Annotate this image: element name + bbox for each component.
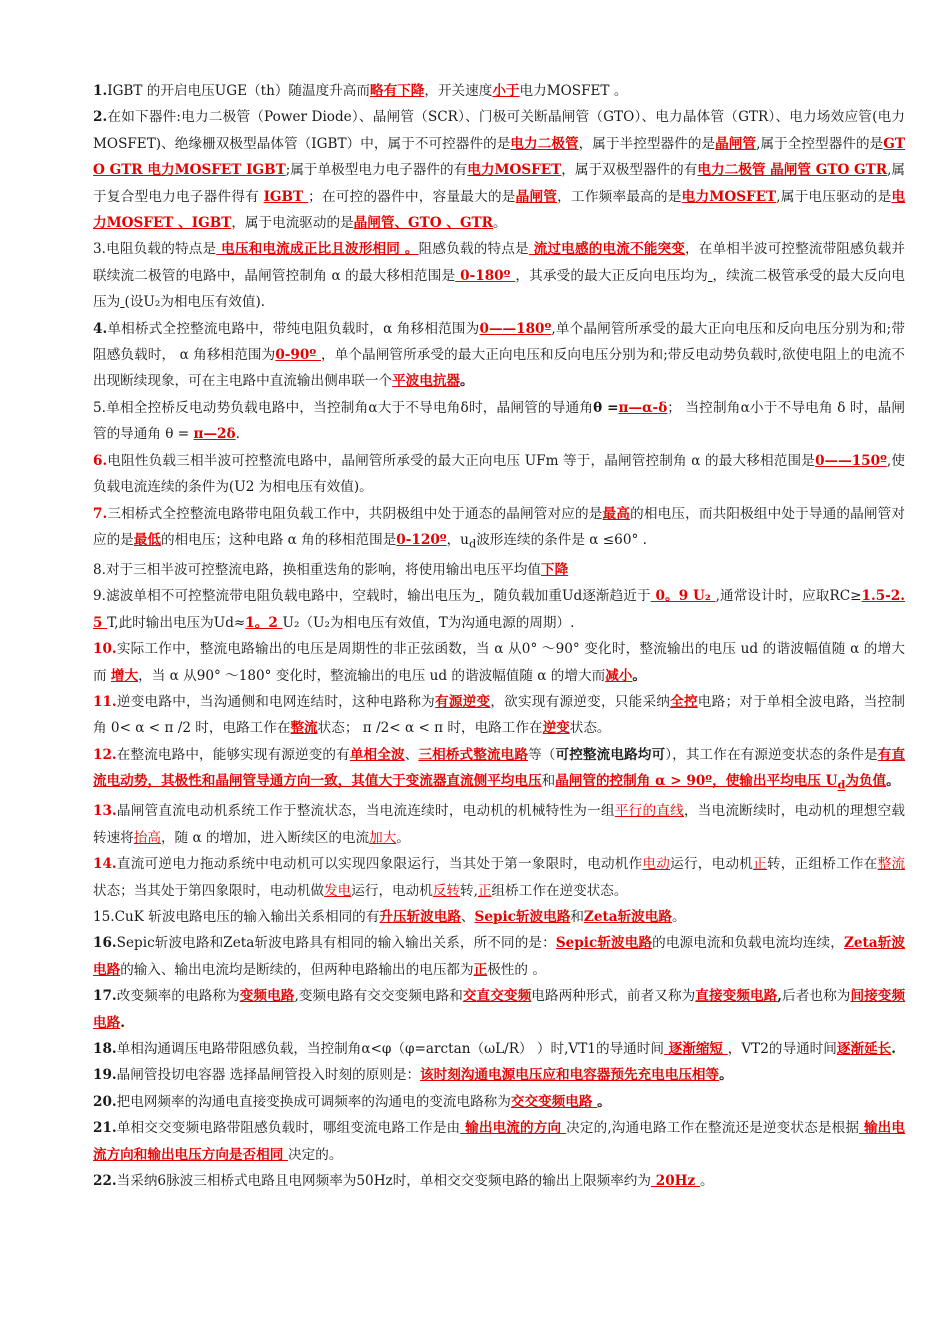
question-text: 对于三相半波可控整流电路，换相重迭角的影响，将使用输出电压平均值: [105, 562, 541, 579]
answer-text: 电力MOSFET 、IGBT: [93, 188, 906, 232]
question-text: 单相全控桥反电动势负载电路中，当控制角α大于不导电角δ时，晶闸管的导通角: [105, 399, 594, 416]
question-text: 实际工作中，整流电路输出的电压是周期性的非正弦函数，当 α 从0° ～90° 变化时，整流输出的电压 ud 的谐波幅值随 α 的增大而: [93, 641, 905, 684]
question-number: 22.: [93, 1173, 117, 1190]
answer-text: 有源逆变: [435, 694, 491, 711]
answer-text: 交交变频电路: [510, 1093, 598, 1110]
question-number: 13.: [93, 803, 117, 820]
question-text: ，在单相半波可控整流带阻感负载并联续流二极管的电路中，晶闸管控制角 α 的最大移相范围是: [93, 241, 906, 284]
answer-text: 全控: [670, 694, 698, 711]
answer-text: 最高: [602, 505, 631, 522]
question-number: 6.: [93, 452, 108, 469]
answer-text: 加大: [369, 829, 397, 846]
answer-text: 该时刻沟通电源电压应和电容器预先充电电压相等: [420, 1067, 720, 1084]
question-1: [93, 78, 905, 104]
answer-text: 逐渐缩短: [663, 1041, 728, 1058]
question-8: [93, 557, 905, 583]
answer-text: 电力MOSFET: [681, 188, 777, 205]
answer-text: 增大: [110, 667, 139, 684]
answer-text: 晶闸管的控制角 α > 90º，使输出平均电压 U: [555, 773, 838, 790]
answer-text: 减小: [605, 667, 633, 684]
answer-text: 输出电流方向和输出电压方向是否相同: [93, 1120, 906, 1163]
question-text: 的输入、输出电流均是断续的，但两种电路输出的电压都为: [120, 961, 474, 978]
answer-text: 小于: [492, 83, 520, 99]
question-text: ，开关速度: [424, 83, 493, 99]
question-3: [93, 236, 905, 315]
question-11: [93, 689, 905, 742]
answer-text: 略有下降: [369, 83, 425, 99]
answer-text: 升压斩波电路: [379, 909, 461, 926]
answer-text: Sepic斩波电路: [555, 935, 653, 952]
answer-text: 20Hz: [651, 1173, 700, 1190]
question-text: ，随 α 的增加，进入断续区的电流: [160, 829, 370, 846]
question-number: 8.: [93, 562, 106, 579]
answer-text: d: [837, 778, 846, 792]
answer-text: 单相全波: [349, 746, 405, 763]
question-number: 2.: [93, 109, 108, 126]
question-number: 16.: [93, 935, 117, 952]
question-text: 。: [719, 1067, 733, 1084]
answer-text: Sepic斩波电路: [474, 909, 571, 926]
question-text: 电路；对于单相全波电路，当控制角 0< α < π /2 时，电路工作在: [93, 694, 906, 737]
answer-text: 整流: [290, 720, 318, 737]
question-text: ,使负载电流连续的条件为(U2 为相电压有效值)。: [93, 452, 905, 496]
question-text: 。: [492, 215, 507, 232]
answer-text: 平波电抗器: [392, 373, 461, 390]
answer-text: 逆变: [542, 720, 570, 737]
question-number: 14.: [93, 856, 117, 873]
question-text: 的相电压，而共阳极组中处于导通的晶闸管对应的是: [93, 505, 906, 548]
question-text: 状态。: [569, 720, 611, 737]
question-list: [93, 78, 905, 1195]
answer-text: 抬高: [133, 829, 161, 846]
answer-text: 0——180º: [479, 320, 552, 337]
answer-text: IGBT: [263, 188, 309, 205]
question-text: 状态；当其处于第四象限时，电动机做: [93, 882, 325, 899]
answer-text: 为负值: [845, 773, 887, 790]
question-text: ;属于单极型电力电子器件的有: [285, 162, 468, 179]
answer-text: 正: [753, 856, 767, 873]
question-text: ；在可控的器件中，容量最大的是: [308, 188, 516, 205]
question-text: .: [235, 426, 240, 443]
question-number: 21.: [93, 1120, 117, 1137]
question-22: [93, 1168, 905, 1194]
question-text: 改变频率的电路称为: [116, 988, 240, 1005]
question-text: 在如下器件:电力二极管（Power Diode）、晶闸管（SCR）、门极可关断晶闸管（GTO）、电力晶体管（GTR）、电力场效应管(电力MOSFET)、绝缘栅双极型晶体管（IGBT）中，属于不可控器件的是: [93, 109, 905, 152]
question-17: [93, 983, 905, 1036]
answer-text: 1。2: [245, 614, 283, 631]
answer-text: 0-90º: [275, 347, 321, 364]
answer-text: 逐渐延长: [836, 1041, 892, 1058]
answer-text: 0。9 U₂: [650, 588, 716, 605]
answer-text: 1.5-2.5: [93, 588, 905, 631]
question-text: 。: [886, 773, 900, 790]
question-number: 5.: [93, 399, 106, 416]
question-15: [93, 904, 905, 930]
answer-text: 正: [473, 961, 488, 978]
question-number: 4.: [93, 320, 108, 337]
question-text: 运行，电动机: [670, 856, 754, 873]
answer-text: 变频电路: [239, 988, 295, 1005]
question-text: ，其承受的最大正反向电压均为: [515, 267, 708, 284]
question-number: 7.: [93, 505, 108, 522]
question-text: 。: [396, 829, 410, 846]
answer-text: 正: [477, 882, 492, 899]
answer-text: 0——150º: [815, 452, 887, 469]
question-text: 、: [404, 746, 419, 763]
question-number: 17.: [93, 988, 117, 1005]
answer-text: 晶闸管: [715, 135, 757, 152]
answer-text: 0-180º: [455, 267, 516, 284]
question-text: 的电源电流和负载电流均连续，: [652, 935, 844, 952]
answer-text: Zeta斩波电路: [93, 935, 906, 978]
question-text: 三相桥式全控整流电路带电阻负载工作中，共阴极组中处于通态的晶闸管对应的是: [107, 505, 603, 522]
question-number: 19.: [93, 1067, 117, 1084]
answer-text: 有直流电动势，其极性和晶闸管导通方向一致，其值大于变流器直流侧平均电压: [93, 746, 906, 790]
question-14: [93, 851, 905, 904]
question-text: ），其工作在有源逆变状态的条件是: [665, 746, 878, 763]
answer-text: π—2δ: [193, 426, 236, 443]
question-text: ,: [777, 988, 783, 1005]
question-text: 可控整流电路均可: [555, 746, 666, 763]
question-text: ，当 α 从90° ～180° 变化时，整流输出的电压 ud 的谐波幅值随 α 的增大而: [138, 667, 606, 684]
question-text: Sepic斩波电路和Zeta斩波电路具有相同的输入输出关系，所不同的是：: [116, 935, 556, 952]
question-text: 电力MOSFET 。: [519, 83, 628, 99]
question-text: 晶闸管直流电动机系统工作于整流状态，当电流连续时，电动机的机械特性为一组: [116, 803, 615, 820]
question-text: .: [120, 1014, 125, 1031]
question-20: [93, 1089, 905, 1115]
question-text: ，工作频率最高的是: [557, 188, 682, 205]
question-text: ，随负载加重Ud逐渐趋近于: [479, 588, 651, 605]
question-text: U₂（U₂为相电压有效值，T为沟通电源的周期）.: [282, 614, 575, 631]
question-5: [93, 395, 905, 448]
question-text: 晶闸管投切电容器 选择晶闸管投入时刻的原则是：: [116, 1067, 421, 1084]
question-text: 极性的 。: [487, 961, 546, 978]
question-text: 当采纳6脉波三相桥式电路且电网频率为50Hz时，单相交交变频电路的输出上限频率约为: [116, 1173, 651, 1190]
question-16: [93, 930, 905, 983]
question-text: 把电网频率的沟通电直接变换成可调频率的沟通电的变流电路称为: [116, 1093, 511, 1110]
answer-text: 0-120º: [396, 531, 447, 548]
question-text: ，VT2的导通时间: [727, 1041, 837, 1058]
answer-text: Zeta斩波电路: [583, 909, 672, 926]
question-text: ，欲实现有源逆变，只能采纳: [490, 694, 671, 711]
question-text: ,通常设计时，应取RC≥: [715, 588, 862, 605]
question-text: 单相桥式全控整流电路中，带纯电阻负载时，α 角移相范围为: [107, 320, 480, 337]
answer-text: 电压和电流成正比且波形相同 。: [216, 241, 419, 258]
question-text: 。: [597, 1093, 611, 1110]
question-text: 电阻负载的特点是: [105, 241, 217, 258]
question-number: 12.: [93, 746, 117, 763]
answer-text: 整流: [877, 856, 906, 873]
question-text: 在整流电路中，能够实现有源逆变的有: [116, 746, 350, 763]
question-text: θ =: [593, 399, 619, 416]
question-text: 。: [699, 1173, 714, 1190]
question-text: 。: [632, 667, 646, 684]
answer-text: GTO GTR 电力MOSFET IGBT: [93, 135, 906, 179]
question-text: 运行，电动机: [351, 882, 433, 899]
question-text: 逆变电路中，当沟通侧和电网连结时，这种电路称为: [116, 694, 435, 711]
question-text: 状态； π /2< α < π 时，电路工作在: [317, 720, 543, 737]
answer-text: 最低: [133, 531, 161, 548]
question-4: [93, 316, 905, 395]
question-7: [93, 501, 905, 558]
question-text: 电阻性负载三相半波可控整流电路中，晶闸管所承受的最大正向电压 UFm 等于，晶闸管控制角 α 的最大移相范围是: [107, 452, 816, 469]
question-text: ，属于半控型器件的是: [578, 135, 716, 152]
question-text: ,单个晶闸管所承受的最大正向电压和反向电压分别为和;带阻感负载时， α 角移相范围为: [93, 320, 906, 364]
question-text: 决定的。: [288, 1146, 343, 1163]
question-number: 11.: [93, 694, 117, 711]
answer-text: 电动: [642, 856, 671, 873]
question-text: 单相交交变频电路带阻感负载时，哪组变流电路工作是由: [116, 1120, 461, 1137]
question-text: 。: [460, 373, 474, 390]
question-text: 阻感负载的特点是: [418, 241, 529, 258]
question-18: [93, 1036, 905, 1062]
question-number: 3.: [93, 241, 106, 258]
question-text: 转，正组桥工作在: [766, 856, 878, 873]
answer-text: π—α-δ: [618, 399, 668, 416]
question-text: d: [468, 536, 477, 551]
question-text: 、: [460, 909, 475, 926]
question-text: 。: [671, 909, 686, 926]
question-2: [93, 104, 905, 236]
question-text: 和: [541, 773, 556, 790]
question-text: 滤波单相不可控整流带电阻负载电路中，空载时，输出电压为: [105, 588, 476, 605]
question-text: ，属于双极型器件的有: [561, 162, 698, 179]
answer-text: 电力MOSFET: [467, 162, 562, 179]
answer-text: 平行的直线: [614, 803, 684, 820]
answer-text: 晶闸管: [515, 188, 558, 205]
answer-text: 电力二极管: [510, 135, 579, 152]
question-text: ,属于电压驱动的是: [776, 188, 892, 205]
answer-text: 下降: [540, 562, 569, 579]
question-text: ，续流二极管承受的最大反向电压为: [93, 267, 906, 311]
question-text: 等（: [528, 746, 556, 763]
question-12: [93, 742, 905, 799]
question-text: 和: [570, 909, 584, 926]
question-number: 9.: [93, 588, 106, 605]
question-text: ，属于电流驱动的是: [231, 215, 354, 232]
question-text: 的相电压；这种电路 α 角的移相范围是: [160, 531, 397, 548]
question-number: 18.: [93, 1041, 117, 1058]
question-text: ,变频电路有交交变频电路和: [294, 988, 463, 1005]
question-text: ，当电流断续时，电动机的理想空载转速将: [93, 803, 906, 846]
question-text: ,属于全控型器件的是: [756, 135, 884, 152]
question-text: 组桥工作在逆变状态。: [491, 882, 628, 899]
question-number: 15.: [93, 909, 115, 926]
question-text: 转,: [460, 882, 478, 899]
question-9: [93, 583, 905, 636]
question-text: 后者也称为: [782, 988, 851, 1005]
question-text: (设U₂为相电压有效值).: [124, 294, 266, 311]
question-6: [93, 448, 905, 501]
question-19: [93, 1062, 905, 1088]
question-text: T,此时输出电压为Ud≈: [107, 614, 246, 631]
answer-text: 交直交变频: [462, 988, 532, 1005]
question-21: [93, 1115, 905, 1168]
question-text: 单相沟通调压电路带阻感负载，当控制角α<φ（φ=arctan（ωL/R） ）时,VT1的导通时间: [116, 1041, 664, 1058]
question-text: CuK 斩波电路电压的输入输出关系相同的有: [114, 909, 380, 926]
question-text: 波形连续的条件是 α ≤60° .: [476, 531, 647, 548]
answer-text: 直接变频电路: [695, 988, 778, 1005]
question-text: IGBT 的开启电压UGE（th）随温度升高而: [107, 83, 370, 99]
question-text: ，单个晶闸管所承受的最大正向电压和反向电压分别为和;带反电动势负载时,欲使电阻上的电流不出现断续现象，可在主电路中直流输出侧串联一个: [93, 347, 905, 390]
question-13: [93, 798, 905, 851]
question-number: 20.: [93, 1093, 117, 1110]
question-10: [93, 636, 905, 689]
answer-text: 间接变频电路: [93, 988, 906, 1031]
question-text: 决定的,沟通电路工作在整流还是逆变状态是根据: [566, 1120, 860, 1137]
answer-text: 输出电流的方向: [460, 1120, 567, 1137]
answer-text: 电力二极管 晶闸管 GTO GTR: [697, 162, 888, 179]
answer-text: 发电: [324, 882, 352, 899]
answer-text: 流过电感的电流不能突变: [528, 241, 686, 258]
question-number: 10.: [93, 641, 117, 658]
answer-text: 反转: [432, 882, 461, 899]
question-text: ，u: [446, 531, 469, 548]
question-number: 1.: [93, 83, 108, 99]
question-text: ； 当控制角α小于不导电角 δ 时，晶闸管的导通角 θ =: [93, 399, 905, 443]
question-text: 直流可逆电力拖动系统中电动机可以实现四象限运行，当其处于第一象限时，电动机作: [116, 856, 643, 873]
answer-text: 三相桥式整流电路: [418, 746, 529, 763]
question-text: 电路两种形式，前者又称为: [531, 988, 696, 1005]
answer-text: 晶闸管、GTO 、GTR: [353, 215, 493, 232]
question-text: .: [891, 1041, 896, 1058]
question-text: ,属于复合型电力电子器件得有: [93, 162, 906, 205]
